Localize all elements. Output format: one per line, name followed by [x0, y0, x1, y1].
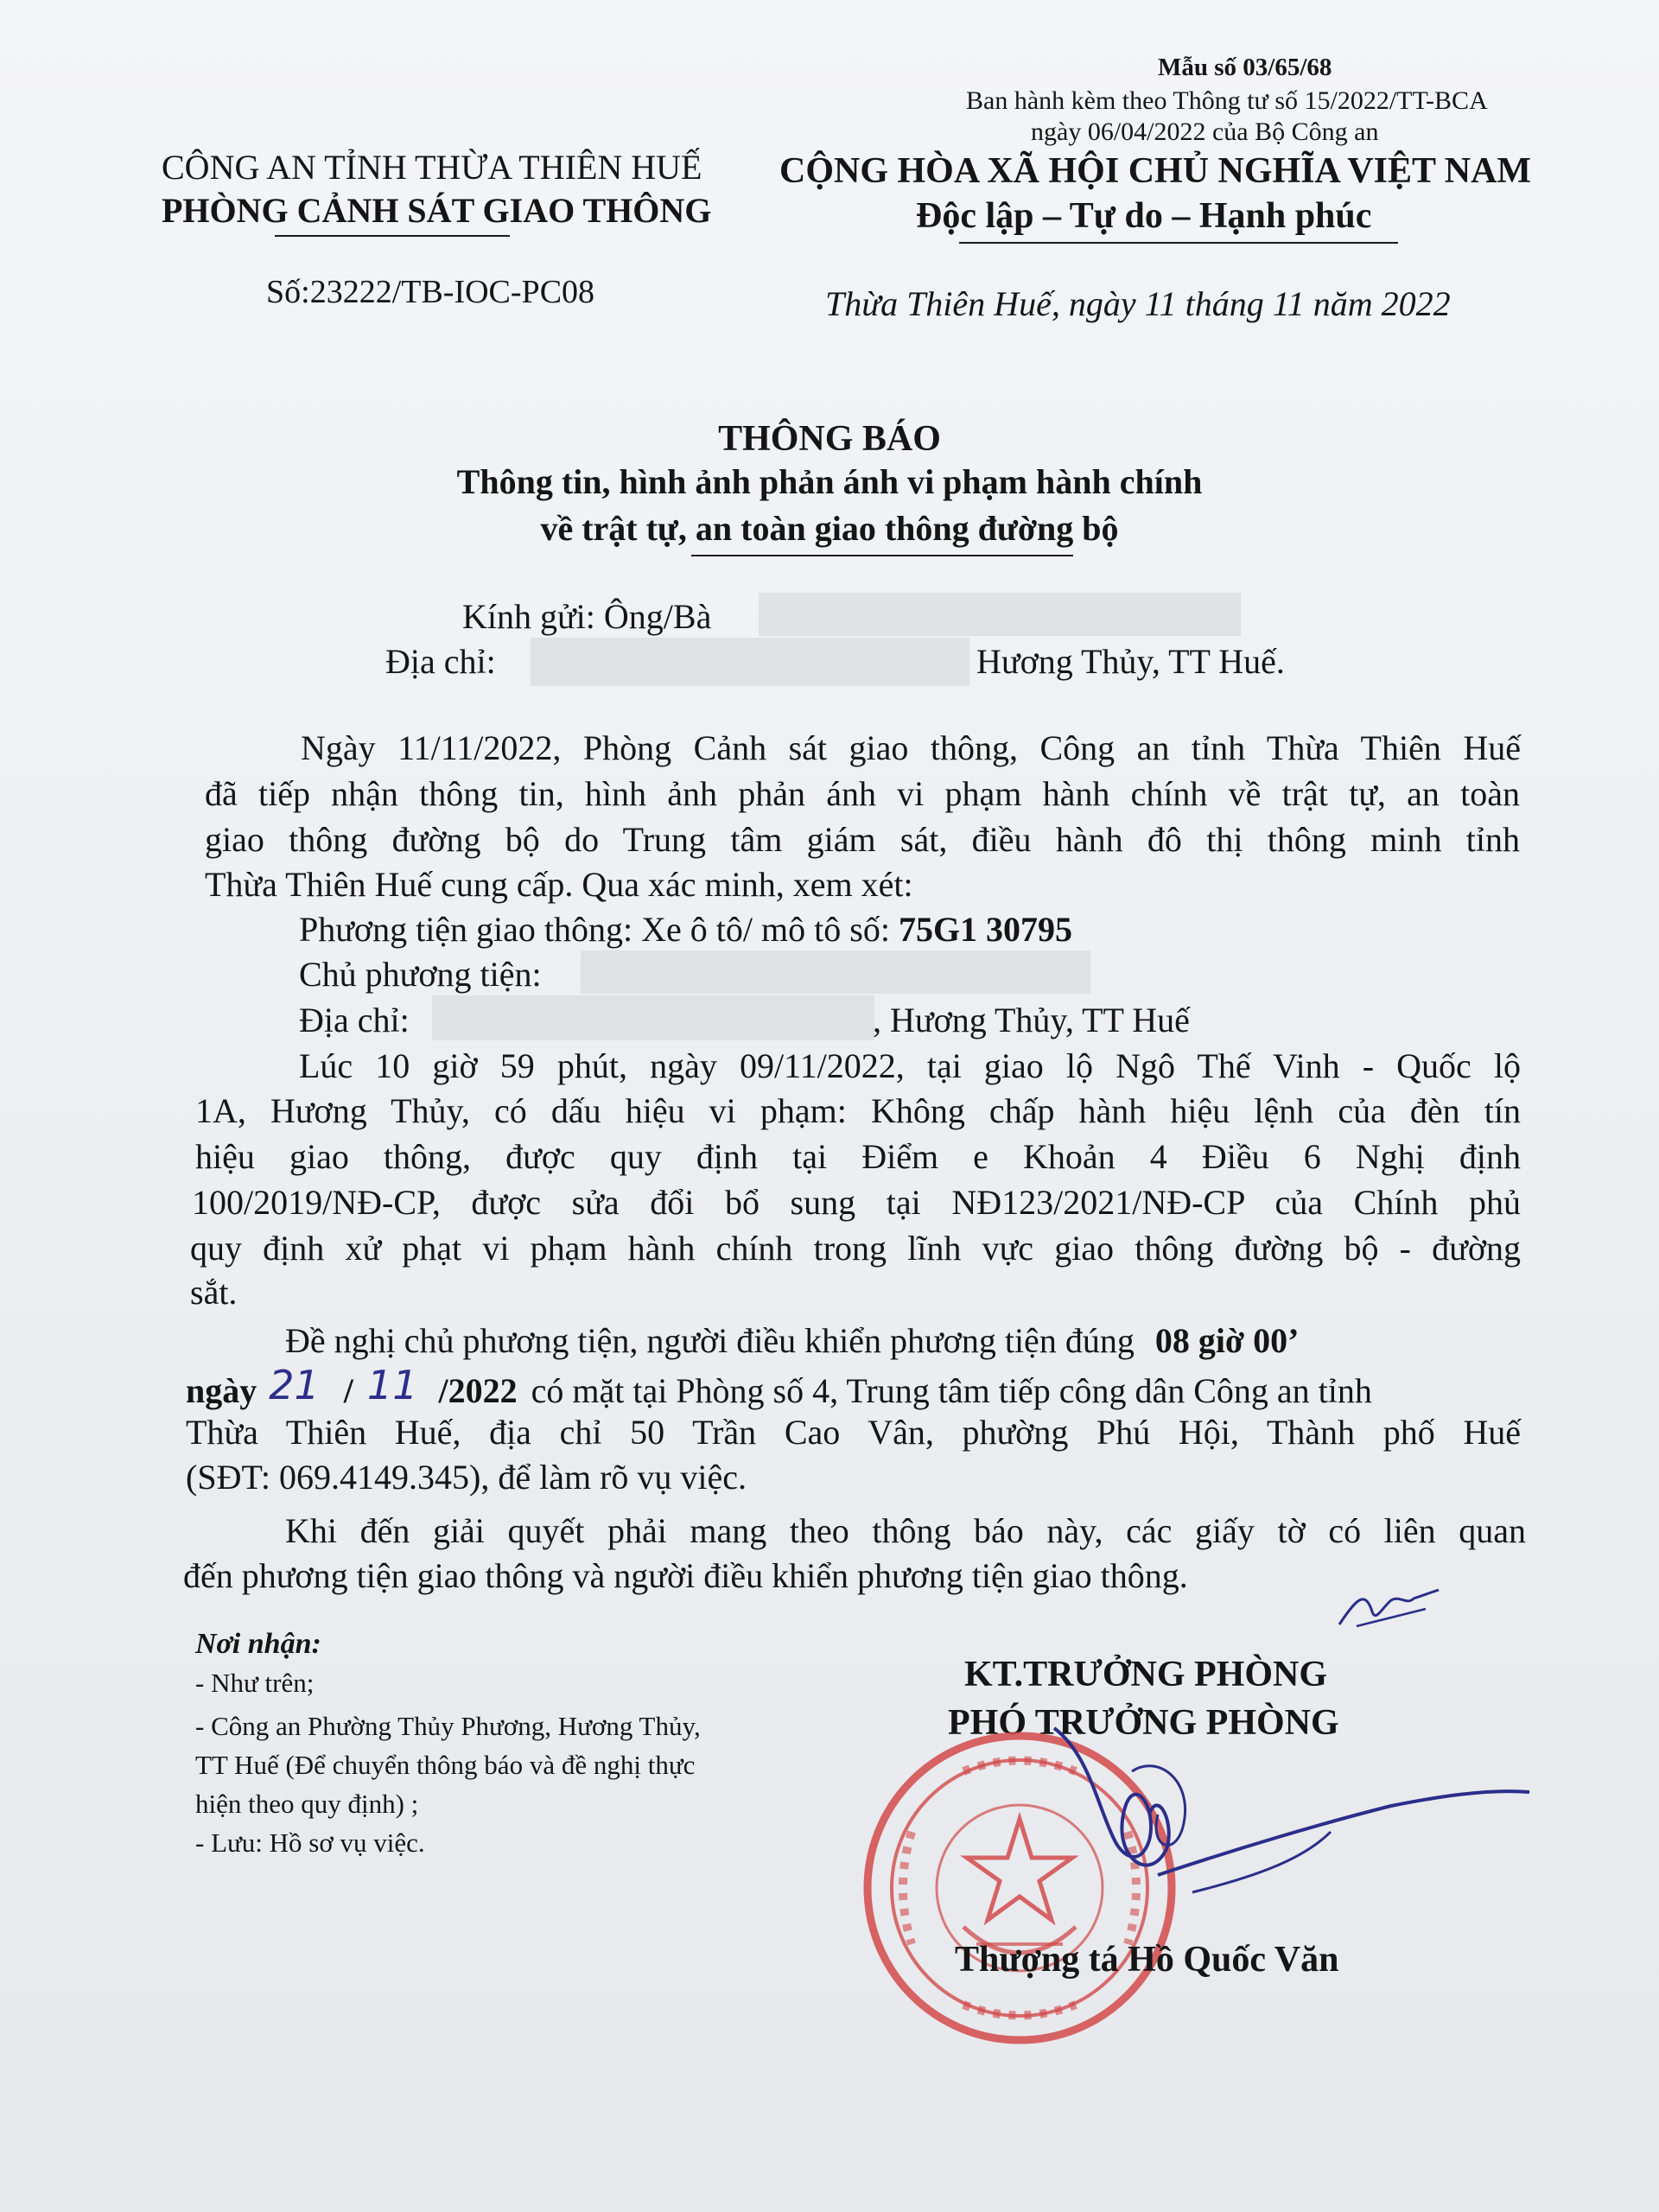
para3-line-2: [186, 1362, 1372, 1412]
para2-line-4: 100/2019/NĐ-CP, được sửa đổi bổ sung tại NĐ123/2021/NĐ-CP của Chính phủ: [192, 1183, 1521, 1222]
signer-name: Thượng tá Hồ Quốc Văn: [955, 1940, 1339, 1980]
document-title: THÔNG BÁO: [718, 419, 941, 459]
owner-address-label: Địa chỉ:: [299, 1001, 410, 1039]
handwritten-day: 21: [269, 1362, 320, 1408]
recipient-address-label: Địa chỉ:: [385, 642, 496, 681]
document-subtitle-2: về trật tự, an toàn giao thông đường bộ: [540, 509, 1119, 548]
para2-line-3: hiệu giao thông, được quy định tại Điểm e Khoản 4 Điều 6 Nghị định: [195, 1137, 1521, 1176]
vehicle-label: Phương tiện giao thông: Xe ô tô/ mô tô số:: [299, 910, 890, 949]
signature-title-1: KT.TRƯỞNG PHÒNG: [964, 1655, 1327, 1694]
redacted-owner-name: [581, 950, 1090, 994]
recipients-heading: Nơi nhận:: [195, 1628, 321, 1660]
para2-line-5: quy định xử phạt vi phạm hành chính trong lĩnh vực giao thông đường bộ - đường: [190, 1229, 1521, 1268]
redacted-recipient-name: [759, 593, 1241, 636]
recipient-item-3: TT Huế (Để chuyển thông báo và đề nghị thực: [195, 1750, 696, 1780]
org-underline: [275, 235, 510, 237]
para2-line-1: Lúc 10 giờ 59 phút, ngày 09/11/2022, tại giao lộ Ngô Thế Vinh - Quốc lộ: [299, 1046, 1521, 1085]
para2-line-6: sắt.: [190, 1273, 238, 1312]
para1-line-4: Thừa Thiên Huế cung cấp. Qua xác minh, xem xét:: [205, 865, 913, 904]
handwritten-initials: [1331, 1564, 1443, 1633]
owner-label: Chủ phương tiện:: [299, 955, 542, 994]
appointment-day-label: ngày: [186, 1371, 257, 1410]
redacted-recipient-address: [531, 638, 969, 686]
signature-title-2: PHÓ TRƯỞNG PHÒNG: [948, 1703, 1339, 1743]
para2-line-2: 1A, Hương Thủy, có dấu hiệu vi phạm: Không chấp hành hiệu lệnh của đèn tín: [195, 1091, 1521, 1130]
para1-line-3: giao thông đường bộ do Trung tâm giám sát, điều hành đô thị thông minh tỉnh: [205, 820, 1520, 859]
appointment-year: /2022: [438, 1371, 518, 1410]
recipient-address-suffix: Hương Thủy, TT Huế.: [976, 642, 1285, 681]
appointment-time: 08 giờ 00’: [1154, 1321, 1300, 1360]
date-slash: /: [343, 1371, 353, 1410]
form-issuance-date: ngày 06/04/2022 của Bộ Công an: [1031, 118, 1379, 146]
para3-after-date: có mặt tại Phòng số 4, Trung tâm tiếp công dân Công an tỉnh: [531, 1371, 1372, 1410]
license-plate: 75G1 30795: [898, 910, 1073, 949]
owner-address-suffix: , Hương Thủy, TT Huế: [873, 1001, 1190, 1039]
recipient-item-2: - Công an Phường Thủy Phương, Hương Thủy,: [195, 1711, 701, 1741]
recipient-label: Kính gửi: Ông/Bà: [462, 597, 712, 636]
document-number: Số:23222/TB-IOC-PC08: [266, 274, 595, 310]
handwritten-month: 11: [366, 1362, 418, 1408]
republic-name: CỘNG HÒA XÃ HỘI CHỦ NGHĨA VIỆT NAM: [779, 151, 1532, 191]
place-date: Thừa Thiên Huế, ngày 11 tháng 11 năm 2022: [825, 284, 1451, 323]
para4-line-1: Khi đến giải quyết phải mang theo thông báo này, các giấy tờ có liên quan: [285, 1511, 1526, 1550]
vehicle-info: [299, 909, 1072, 950]
para1-line-2: đã tiếp nhận thông tin, hình ảnh phản ánh vi phạm hành chính về trật tự, an toàn: [205, 774, 1520, 813]
org-unit: PHÒNG CẢNH SÁT GIAO THÔNG: [162, 191, 712, 230]
redacted-owner-address: [432, 995, 874, 1040]
para3-line-1: [285, 1320, 1299, 1361]
para3-start: Đề nghị chủ phương tiện, người điều khiển phương tiện đúng: [285, 1321, 1135, 1360]
title-underline: [691, 555, 1073, 556]
para3-line-4: (SĐT: 069.4149.345), để làm rõ vụ việc.: [186, 1458, 747, 1497]
motto-underline: [959, 242, 1398, 244]
org-parent: CÔNG AN TỈNH THỪA THIÊN HUẾ: [162, 148, 702, 187]
recipient-item-1: - Như trên;: [195, 1668, 315, 1698]
recipient-item-4: hiện theo quy định) ;: [195, 1789, 419, 1819]
document-subtitle-1: Thông tin, hình ảnh phản ánh vi phạm hành chính: [456, 462, 1203, 501]
national-motto: Độc lập – Tự do – Hạnh phúc: [916, 196, 1372, 236]
para3-line-3: Thừa Thiên Huế, địa chỉ 50 Trần Cao Vân, phường Phú Hội, Thành phố Huế: [186, 1413, 1521, 1452]
form-issuance: Ban hành kèm theo Thông tư số 15/2022/TT-BCA: [966, 86, 1488, 115]
para4-line-2: đến phương tiện giao thông và người điều khiển phương tiện giao thông.: [183, 1556, 1188, 1595]
handwritten-signature: [1020, 1719, 1538, 1910]
recipient-item-5: - Lưu: Hồ sơ vụ việc.: [195, 1827, 425, 1858]
form-number: Mẫu số 03/65/68: [1158, 54, 1332, 81]
para1-line-1: Ngày 11/11/2022, Phòng Cảnh sát giao thông, Công an tỉnh Thừa Thiên Huế: [301, 728, 1521, 767]
